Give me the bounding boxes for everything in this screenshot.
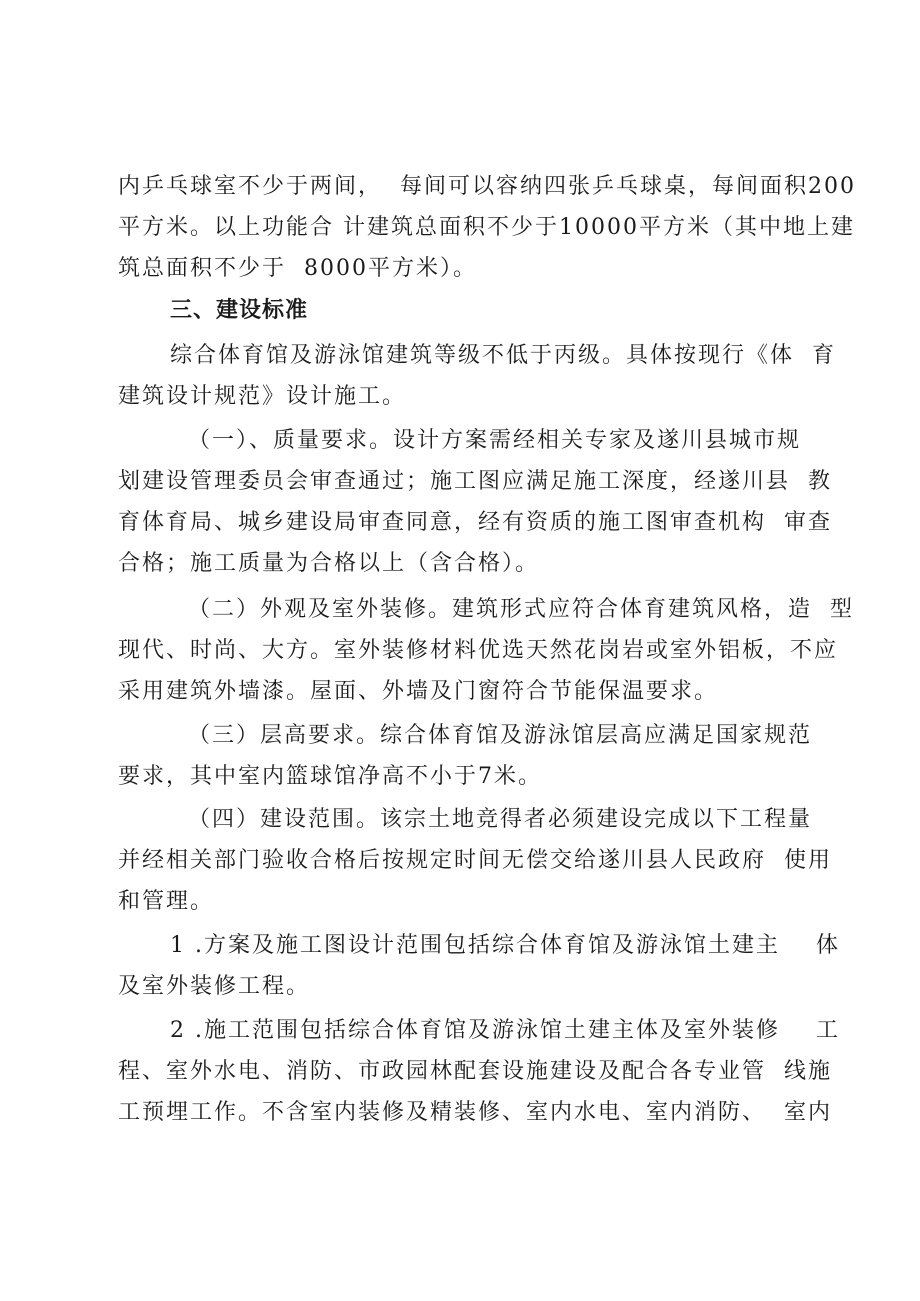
paragraph-line: 及室外装修工程。 (118, 974, 311, 999)
paragraph-line: 内乒乓球室不少于两间， 每间可以容纳四张乒乓球桌，每间面积200 (118, 174, 856, 199)
paragraph-line: （四）建设范围。该宗土地竞得者必须建设完成以下工程量 (188, 807, 813, 832)
paragraph-line: 建筑设计规范》设计施工。 (118, 384, 407, 409)
paragraph-line: 筑总面积不少于 8000平方米）。 (118, 256, 477, 281)
paragraph-line: 1 .方案及施工图设计范围包括综合体育馆及游泳馆土建主 体 (170, 933, 840, 958)
paragraph-line: 和管理。 (118, 889, 215, 914)
section-heading: 三、建设标准 (170, 298, 309, 323)
paragraph-line: 现代、时尚、大方。室外装修材料优选天然花岗岩或室外铝板，不应 (118, 638, 839, 663)
paragraph-line: 采用建筑外墙漆。屋面、外墙及门窗符合节能保温要求。 (118, 679, 719, 704)
paragraph-line: 划建设管理委员会审查通过；施工图应满足施工深度，经遂川县 教 (118, 469, 832, 494)
paragraph-line: （三）层高要求。综合体育馆及游泳馆层高应满足国家规范 (188, 723, 813, 748)
paragraph-line: （二）外观及室外装修。建筑形式应符合体育建筑风格，造 型 (188, 597, 854, 622)
paragraph-line: 综合体育馆及游泳馆建筑等级不低于丙级。具体按现行《体 育 (170, 343, 836, 368)
paragraph-line: 合格；施工质量为合格以上（含合格）。 (118, 551, 540, 576)
paragraph-line: 要求，其中室内篮球馆净高不小于7米。 (118, 764, 542, 789)
paragraph-line: 平方米。以上功能合 计建筑总面积不少于10000平方米（其中地上建 (118, 215, 855, 240)
paragraph-line: 程、室外水电、消防、市政园林配套设施建设及配合各专业管 线施 (118, 1059, 832, 1084)
paragraph-line: 工预埋工作。不含室内装修及精装修、室内水电、室内消防、 室内 (118, 1100, 832, 1125)
paragraph-line: 2 .施工范围包括综合体育馆及游泳馆土建主体及室外装修 工 (170, 1018, 840, 1043)
paragraph-line: 并经相关部门验收合格后按规定时间无偿交给遂川县人民政府 使用 (118, 848, 832, 873)
paragraph-line: 育体育局、城乡建设局审查同意，经有资质的施工图审查机构 审查 (118, 510, 832, 535)
paragraph-line: （一）、质量要求。设计方案需经相关专家及遂川县城市规 (188, 428, 802, 453)
